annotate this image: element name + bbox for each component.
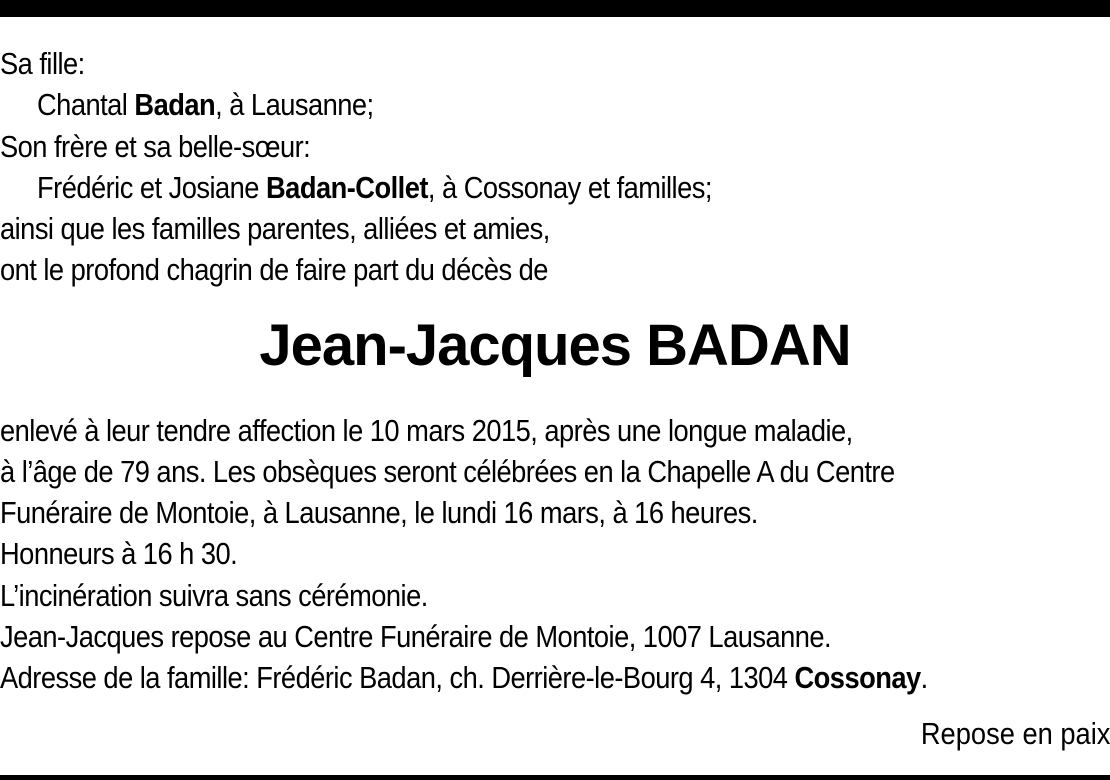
top-rule (0, 0, 1110, 17)
daughter-surname: Badan (134, 87, 216, 122)
intro-line-announcement: ont le profond chagrin de faire part du décès de (0, 252, 548, 287)
family-address-period: . (920, 660, 928, 695)
deceased-name: Jean-Jacques BADAN (259, 313, 851, 378)
body-line-incineration: L’incinération suivra sans cérémonie. (0, 578, 428, 613)
family-address (0, 658, 928, 698)
body-line-1: enlevé à leur tendre affection le 10 mars 2015, après une longue maladie, (0, 413, 853, 448)
intro-line-families: ainsi que les familles parentes, alliées et amies, (0, 211, 550, 246)
body-line-rests: Jean-Jacques repose au Centre Funéraire de Montoie, 1007 Lausanne. (0, 619, 832, 654)
body-line-honors: Honneurs à 16 h 30. (0, 536, 238, 571)
intro-line-brother (37, 168, 712, 208)
family-address-text: Adresse de la famille: Frédéric Badan, ch. Derrière-le-Bourg 4, 1304 (0, 660, 795, 695)
intro-line-daughter-heading: Sa fille: (0, 46, 85, 81)
brother-surname: Badan-Collet (266, 170, 428, 205)
daughter-first-name: Chantal (37, 87, 135, 122)
bottom-rule (0, 775, 1110, 780)
intro-line-daughter (37, 85, 374, 125)
body-line-2: à l’âge de 79 ans. Les obsèques seront célébrées en la Chapelle A du Centre (0, 454, 895, 489)
closing-phrase: Repose en paix (920, 716, 1110, 751)
brother-place: , à Cossonay et familles; (427, 170, 712, 205)
intro-line-brother-heading: Son frère et sa belle-sœur: (0, 129, 311, 164)
family-address-town: Cossonay (794, 660, 921, 695)
daughter-place: , à Lausanne; (215, 87, 374, 122)
brother-first-names: Frédéric et Josiane (37, 170, 267, 205)
body-line-3: Funéraire de Montoie, à Lausanne, le lundi 16 mars, à 16 heures. (0, 495, 758, 530)
